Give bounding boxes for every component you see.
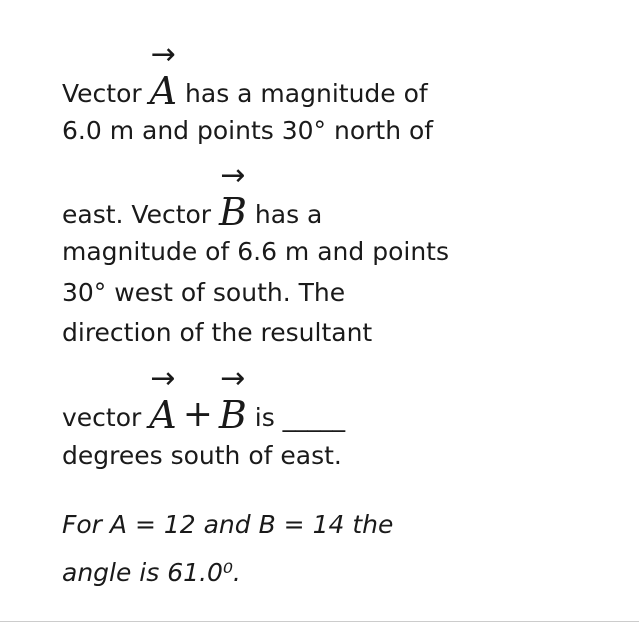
vector-a-letter: A <box>149 393 177 437</box>
vector-b-symbol <box>219 158 247 234</box>
question-text: has a <box>246 200 323 229</box>
example-line-1: For A = 12 and B = 14 the <box>62 510 394 539</box>
question-line-5: 30° west of south. The <box>62 278 346 307</box>
question-line-2: 6.0 m and points 30° north of <box>62 116 434 145</box>
question-text: Vector <box>62 79 150 108</box>
question-line-4: magnitude of 6.6 m and points <box>62 237 449 266</box>
vector-b-symbol <box>218 361 247 437</box>
question-text: vector <box>62 403 150 432</box>
plus-sign: + <box>182 394 213 435</box>
vector-a-letter: A <box>149 69 178 113</box>
vector-arrow-icon: → <box>220 361 246 396</box>
question-text: east. Vector <box>62 200 220 229</box>
example-line-2: angle is 61.0⁰. <box>62 558 241 587</box>
question-line-6: direction of the resultant <box>62 318 373 347</box>
vector-arrow-icon: → <box>150 361 176 396</box>
vector-b-letter: B <box>219 190 247 234</box>
question-line-3 <box>62 158 323 234</box>
vector-a-symbol <box>149 37 178 113</box>
vector-b-letter: B <box>218 393 247 437</box>
question-line-1 <box>62 37 428 113</box>
question-line-7 <box>62 361 346 437</box>
divider <box>0 621 639 622</box>
question-line-8: degrees south of east. <box>62 441 342 470</box>
vector-arrow-icon: → <box>220 158 246 193</box>
question-text: has a magnitude of <box>177 79 428 108</box>
answer-blank: is _____ <box>246 403 346 432</box>
vector-a-symbol <box>149 361 177 437</box>
vector-arrow-icon: → <box>150 37 176 72</box>
